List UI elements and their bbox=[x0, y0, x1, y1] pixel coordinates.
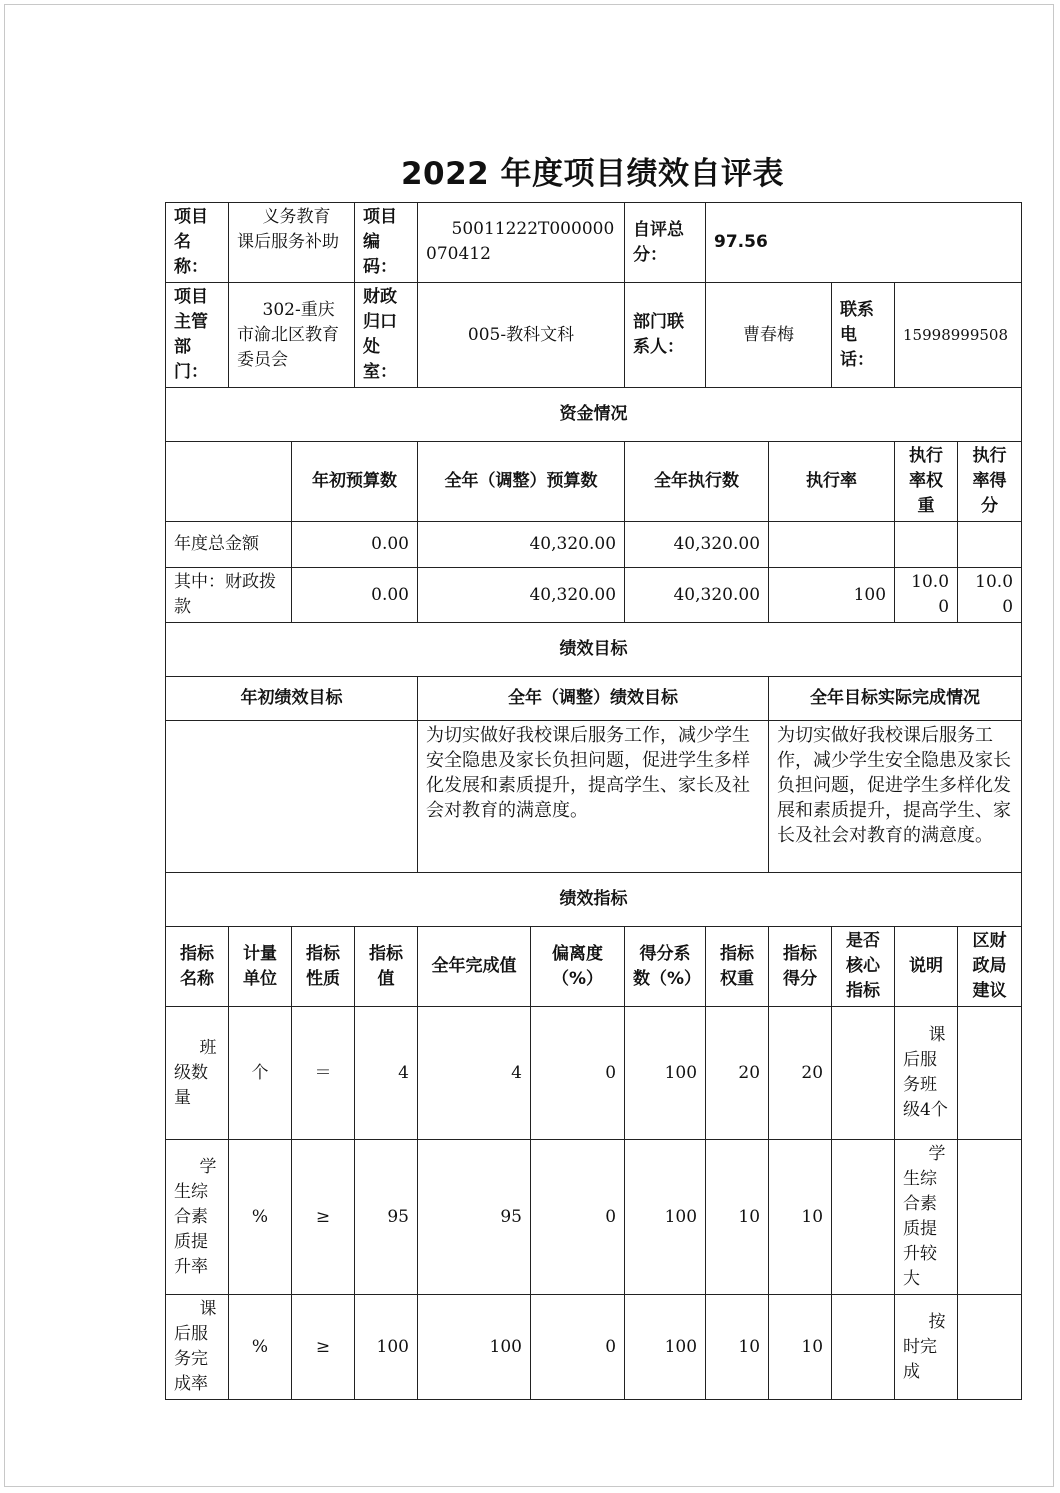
ind-unit: % bbox=[229, 1295, 292, 1400]
self-score-label: 自评总分： bbox=[625, 203, 706, 283]
ind-value: 100 bbox=[355, 1295, 418, 1400]
ind-header-advice: 区财政局建议 bbox=[958, 927, 1022, 1007]
ind-advice bbox=[958, 1007, 1022, 1140]
ind-header-weight: 指标权重 bbox=[706, 927, 769, 1007]
goals-header-initial: 年初绩效目标 bbox=[166, 677, 418, 721]
ind-score: 20 bbox=[769, 1007, 832, 1140]
table-row bbox=[166, 1140, 1022, 1295]
ind-note: 学生综合素质提升较大 bbox=[895, 1140, 958, 1295]
ind-advice bbox=[958, 1295, 1022, 1400]
ind-header-score: 指标得分 bbox=[769, 927, 832, 1007]
contact-label: 部门联系人： bbox=[625, 283, 706, 388]
ind-note: 课后服务班级4个 bbox=[895, 1007, 958, 1140]
project-name-label: 项目名称： bbox=[166, 203, 229, 283]
funds-header-initial: 年初预算数 bbox=[292, 442, 418, 522]
finance-office-value: 005-教科文科 bbox=[418, 283, 625, 388]
table-row bbox=[166, 522, 1022, 568]
indicators-section-title: 绩效指标 bbox=[166, 873, 1022, 927]
ind-nature: ≥ bbox=[292, 1295, 355, 1400]
funds-row-adjusted: 40,320.00 bbox=[418, 522, 625, 568]
ind-value: 95 bbox=[355, 1140, 418, 1295]
phone-label: 联系电话： bbox=[832, 283, 895, 388]
ind-nature: ≥ bbox=[292, 1140, 355, 1295]
ind-advice bbox=[958, 1140, 1022, 1295]
ind-weight: 10 bbox=[706, 1295, 769, 1400]
ind-deviation: 0 bbox=[531, 1140, 625, 1295]
ind-deviation: 0 bbox=[531, 1295, 625, 1400]
funds-header-score: 执行率得分 bbox=[958, 442, 1022, 522]
ind-coef: 100 bbox=[625, 1295, 706, 1400]
funds-row-initial: 0.00 bbox=[292, 568, 418, 623]
ind-header-value: 指标值 bbox=[355, 927, 418, 1007]
ind-header-coef: 得分系数（%） bbox=[625, 927, 706, 1007]
funds-row-adjusted: 40,320.00 bbox=[418, 568, 625, 623]
funds-row-label: 其中：财政拨款 bbox=[166, 568, 292, 623]
funds-header-executed: 全年执行数 bbox=[625, 442, 769, 522]
ind-completed: 100 bbox=[418, 1295, 531, 1400]
ind-deviation: 0 bbox=[531, 1007, 625, 1140]
table-row bbox=[166, 1007, 1022, 1140]
ind-core bbox=[832, 1140, 895, 1295]
ind-value: 4 bbox=[355, 1007, 418, 1140]
funds-header-rate: 执行率 bbox=[769, 442, 895, 522]
ind-header-note: 说明 bbox=[895, 927, 958, 1007]
ind-header-completed: 全年完成值 bbox=[418, 927, 531, 1007]
table-row bbox=[166, 568, 1022, 623]
ind-header-name: 指标名称 bbox=[166, 927, 229, 1007]
finance-office-label: 财政归口处室： bbox=[355, 283, 418, 388]
contact-value: 曹春梅 bbox=[706, 283, 832, 388]
ind-completed: 95 bbox=[418, 1140, 531, 1295]
funds-row-executed: 40,320.00 bbox=[625, 522, 769, 568]
goals-section-title: 绩效目标 bbox=[166, 623, 1022, 677]
funds-section-title: 资金情况 bbox=[166, 388, 1022, 442]
evaluation-table bbox=[165, 202, 1022, 1400]
project-code-label: 项目编码： bbox=[355, 203, 418, 283]
funds-row-weight bbox=[895, 522, 958, 568]
goals-header-actual: 全年目标实际完成情况 bbox=[769, 677, 1022, 721]
ind-score: 10 bbox=[769, 1140, 832, 1295]
ind-coef: 100 bbox=[625, 1140, 706, 1295]
funds-row-rate bbox=[769, 522, 895, 568]
self-score-value: 97.56 bbox=[706, 203, 1022, 283]
funds-row-executed: 40,320.00 bbox=[625, 568, 769, 623]
project-code-value: 50011222T000000070412 bbox=[418, 203, 625, 283]
goals-header-adjusted: 全年（调整）绩效目标 bbox=[418, 677, 769, 721]
dept-label: 项目主管部门： bbox=[166, 283, 229, 388]
funds-row-weight: 10.00 bbox=[895, 568, 958, 623]
funds-row-score bbox=[958, 522, 1022, 568]
funds-row-score: 10.00 bbox=[958, 568, 1022, 623]
page-title: 2022 年度项目绩效自评表 bbox=[400, 156, 785, 192]
ind-note: 按时完成 bbox=[895, 1295, 958, 1400]
ind-header-deviation: 偏离度（%） bbox=[531, 927, 625, 1007]
ind-unit: 个 bbox=[229, 1007, 292, 1140]
table-row bbox=[166, 1295, 1022, 1400]
phone-value: 15998999508 bbox=[895, 283, 1022, 388]
ind-completed: 4 bbox=[418, 1007, 531, 1140]
ind-name: 学生综合素质提升率 bbox=[166, 1140, 229, 1295]
goal-actual-text: 为切实做好我校课后服务工作，减少学生安全隐患及家长负担问题，促进学生多样化发展和素质提升，提高学生、家长及社会对教育的满意度。 bbox=[769, 721, 1022, 873]
ind-name: 班级数量 bbox=[166, 1007, 229, 1140]
funds-header-adjusted: 全年（调整）预算数 bbox=[418, 442, 625, 522]
ind-header-nature: 指标性质 bbox=[292, 927, 355, 1007]
goal-adjusted-text: 为切实做好我校课后服务工作，减少学生安全隐患及家长负担问题，促进学生多样化发展和素质提升，提高学生、家长及社会对教育的满意度。 bbox=[418, 721, 769, 873]
goal-initial-text bbox=[166, 721, 418, 873]
ind-score: 10 bbox=[769, 1295, 832, 1400]
ind-name: 课后服务完成率 bbox=[166, 1295, 229, 1400]
ind-core bbox=[832, 1007, 895, 1140]
funds-header-weight: 执行率权重 bbox=[895, 442, 958, 522]
funds-row-rate: 100 bbox=[769, 568, 895, 623]
ind-coef: 100 bbox=[625, 1007, 706, 1140]
project-name-value: 义务教育课后服务补助 bbox=[229, 203, 355, 283]
funds-row-label: 年度总金额 bbox=[166, 522, 292, 568]
ind-unit: % bbox=[229, 1140, 292, 1295]
ind-weight: 10 bbox=[706, 1140, 769, 1295]
ind-weight: 20 bbox=[706, 1007, 769, 1140]
funds-header-blank bbox=[166, 442, 292, 522]
dept-value: 302-重庆市渝北区教育委员会 bbox=[229, 283, 355, 388]
ind-header-unit: 计量单位 bbox=[229, 927, 292, 1007]
funds-row-initial: 0.00 bbox=[292, 522, 418, 568]
ind-core bbox=[832, 1295, 895, 1400]
ind-nature: ＝ bbox=[292, 1007, 355, 1140]
ind-header-core: 是否核心指标 bbox=[832, 927, 895, 1007]
